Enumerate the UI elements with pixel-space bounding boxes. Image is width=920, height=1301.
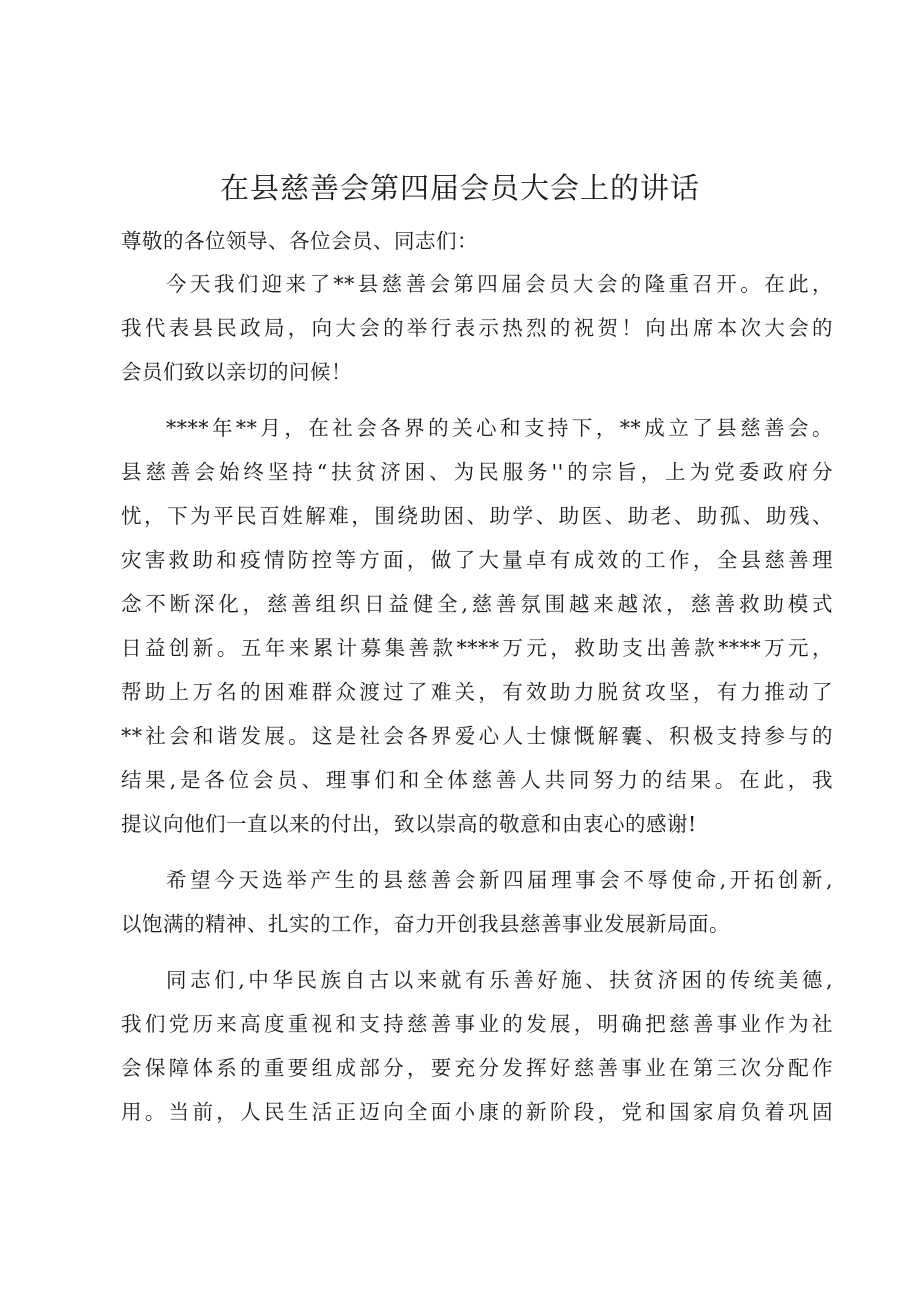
salutation: 尊敬的各位领导、各位会员、同志们：: [121, 229, 478, 253]
paragraph-line: 县慈善会始终坚持“扶贫济困、为民服务''的宗旨，上为党委政府分: [121, 460, 833, 484]
paragraph-1: [121, 262, 833, 394]
paragraph-line: 结果,是各位会员、理事们和全体慈善人共同努力的结果。在此，我: [121, 768, 833, 792]
paragraph-line: 会保障体系的重要组成部分，要充分发挥好慈善事业在第三次分配作: [121, 1056, 833, 1080]
paragraph-3: [121, 858, 833, 946]
paragraph-line: 以饱满的精神、扎实的工作，奋力开创我县慈善事业发展新局面。: [121, 912, 730, 936]
paragraph-line: 同志们,中华民族自古以来就有乐善好施、扶贫济困的传统美德,: [166, 968, 833, 992]
paragraph-line: 灾害救助和疫情防控等方面，做了大量卓有成效的工作，全县慈善理: [121, 548, 833, 572]
document-body: [121, 220, 833, 1134]
paragraph-line: 我们党历来高度重视和支持慈善事业的发展，明确把慈善事业作为社: [121, 1012, 833, 1036]
document-title: 在县慈善会第四届会员大会上的讲话: [219, 171, 700, 205]
paragraph-line: 希望今天选举产生的县慈善会新四届理事会不辱使命,开拓创新,: [166, 868, 833, 892]
paragraph-line: 忧，下为平民百姓解难，围绕助困、助学、助医、助老、助孤、助残、: [121, 504, 833, 528]
paragraph-line: 念不断深化，慈善组织日益健全,慈善氛围越来越浓，慈善救助模式: [121, 592, 833, 616]
paragraph-line: 日益创新。五年来累计募集善款****万元，救助支出善款****万元，: [121, 636, 833, 660]
paragraph-2: [121, 406, 833, 846]
paragraph-line: 提议向他们一直以来的付出，致以崇高的敬意和由衷心的感谢!: [121, 812, 697, 836]
paragraph-line: 会员们致以亲切的问候！: [121, 360, 352, 384]
paragraph-4: [121, 958, 833, 1134]
paragraph-line: 帮助上万名的困难群众渡过了难关，有效助力脱贫攻坚，有力推动了: [121, 680, 833, 704]
paragraph-line: 用。当前，人民生活正迈向全面小康的新阶段，党和国家肩负着巩固: [121, 1100, 833, 1124]
paragraph-line: ****年**月，在社会各界的关心和支持下，**成立了县慈善会。: [166, 416, 833, 440]
paragraph-line: **社会和谐发展。这是社会各界爱心人士慷慨解囊、积极支持参与的: [121, 724, 833, 748]
paragraph-line: 我代表县民政局，向大会的举行表示热烈的祝贺！向出席本次大会的: [121, 316, 833, 340]
paragraph-line: 今天我们迎来了**县慈善会第四届会员大会的隆重召开。在此，: [166, 272, 833, 296]
